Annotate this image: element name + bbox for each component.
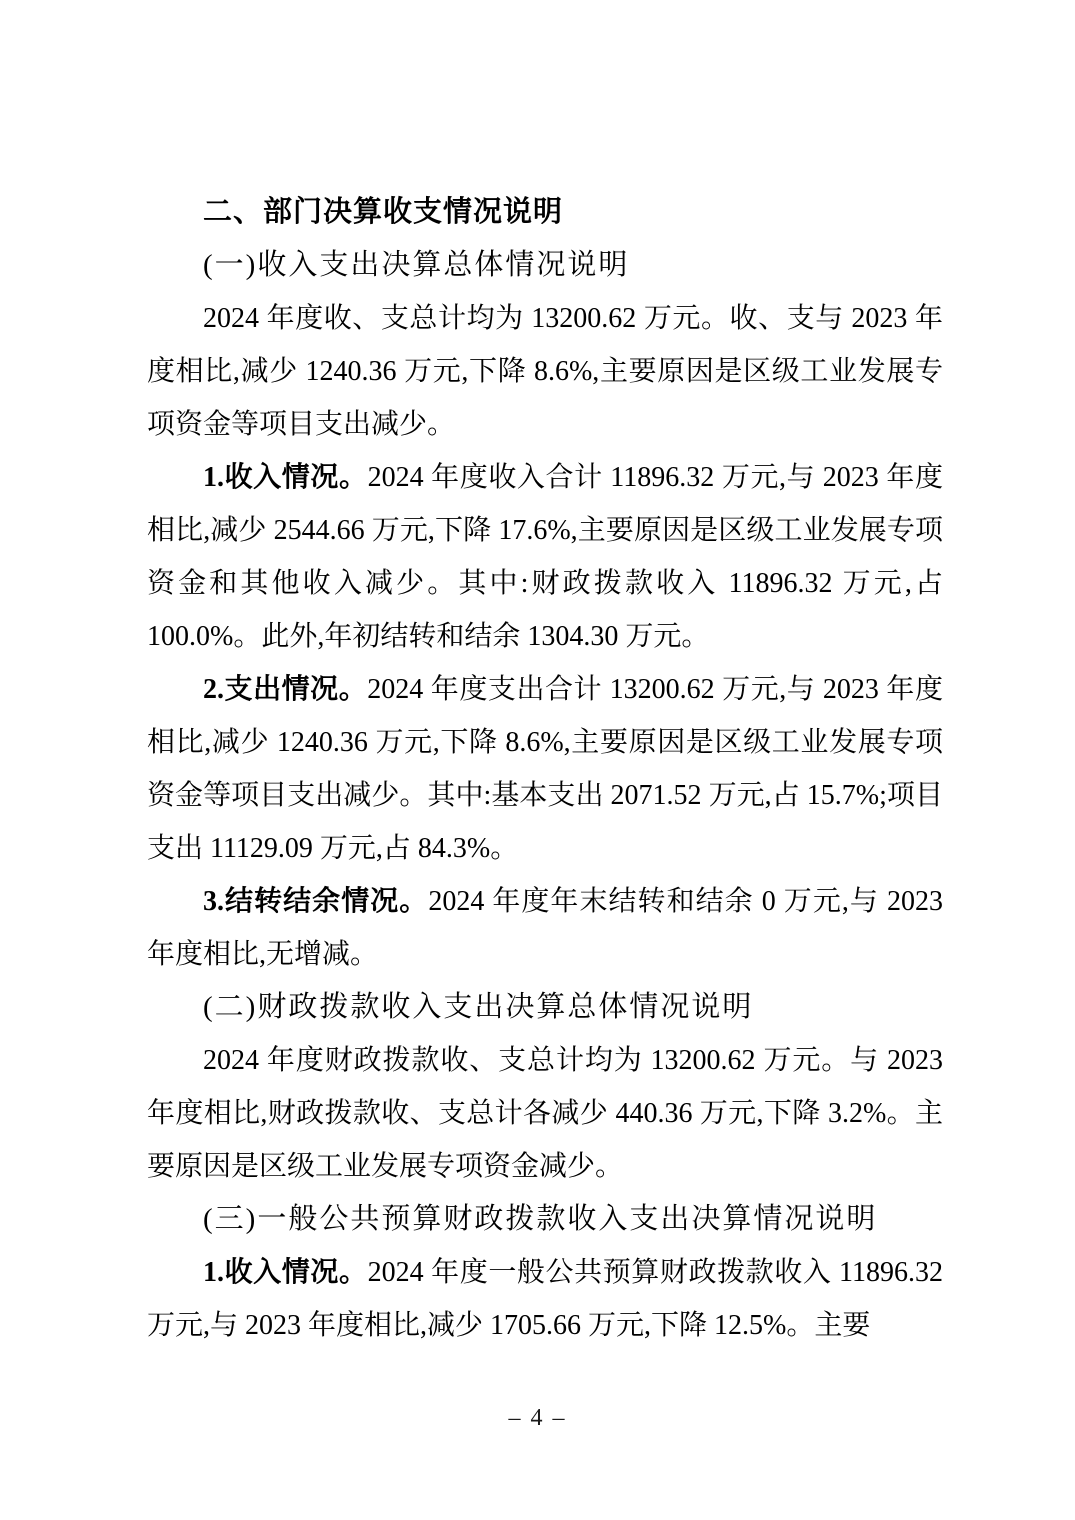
document-body xyxy=(147,186,943,1352)
paragraph-overall-summary xyxy=(147,292,943,451)
paragraph-fiscal-appropriation xyxy=(147,1034,943,1193)
paragraph-carryover xyxy=(147,875,943,981)
paragraph-text: 2024 年度一般公共预算财政拨款收入 11896.32 万元,与 2023 年度相比,减少 1705.66 万元,下降 12.5%。主要 xyxy=(147,1257,943,1341)
page-number: – 4 – xyxy=(508,1405,567,1431)
section-heading-main: 二、部门决算收支情况说明 xyxy=(203,196,564,228)
paragraph-text: 2024 年度财政拨款收、支总计均为 13200.62 万元。与 2023 年度相比,财政拨款收、支总计各减少 440.36 万元,下降 3.2%。主要原因是区级工业发展专项资金减少。 xyxy=(147,1045,943,1182)
paragraph-general-budget-income xyxy=(147,1246,943,1352)
paragraph-text: 2024 年度收、支总计均为 13200.62 万元。收、支与 2023 年度相比,减少 1240.36 万元,下降 8.6%,主要原因是区级工业发展专项资金等项目支出减少。 xyxy=(147,303,943,440)
paragraph-income xyxy=(147,451,943,663)
subsection-heading-overall: (一)收入支出决算总体情况说明 xyxy=(203,249,630,281)
paragraph-lead: 2.支出情况。 xyxy=(203,674,368,705)
subsection-heading-general-budget: (三)一般公共预算财政拨款收入支出决算情况说明 xyxy=(203,1203,878,1235)
paragraph-lead: 3.结转结余情况。 xyxy=(203,886,429,917)
subsection-heading-fiscal-appropriation: (二)财政拨款收入支出决算总体情况说明 xyxy=(203,991,754,1023)
paragraph-text: 2024 年度支出合计 13200.62 万元,与 2023 年度相比,减少 1240.36 万元,下降 8.6%,主要原因是区级工业发展专项资金等项目支出减少。其中:基本支出 2071.52 万元,占 15.7%;项目支出 11129.09 万元,占 84.3%。 xyxy=(147,674,943,864)
paragraph-expenditure xyxy=(147,663,943,875)
paragraph-lead: 1.收入情况。 xyxy=(203,462,368,493)
paragraph-lead: 1.收入情况。 xyxy=(203,1257,368,1288)
paragraph-text: 2024 年度收入合计 11896.32 万元,与 2023 年度相比,减少 2544.66 万元,下降 17.6%,主要原因是区级工业发展专项资金和其他收入减少。其中:财政拨款收入 11896.32 万元,占 100.0%。此外,年初结转和结余 1304.30 万元。 xyxy=(147,462,943,652)
paragraph-text: 2024 年度年末结转和结余 0 万元,与 2023 年度相比,无增减。 xyxy=(147,886,943,970)
